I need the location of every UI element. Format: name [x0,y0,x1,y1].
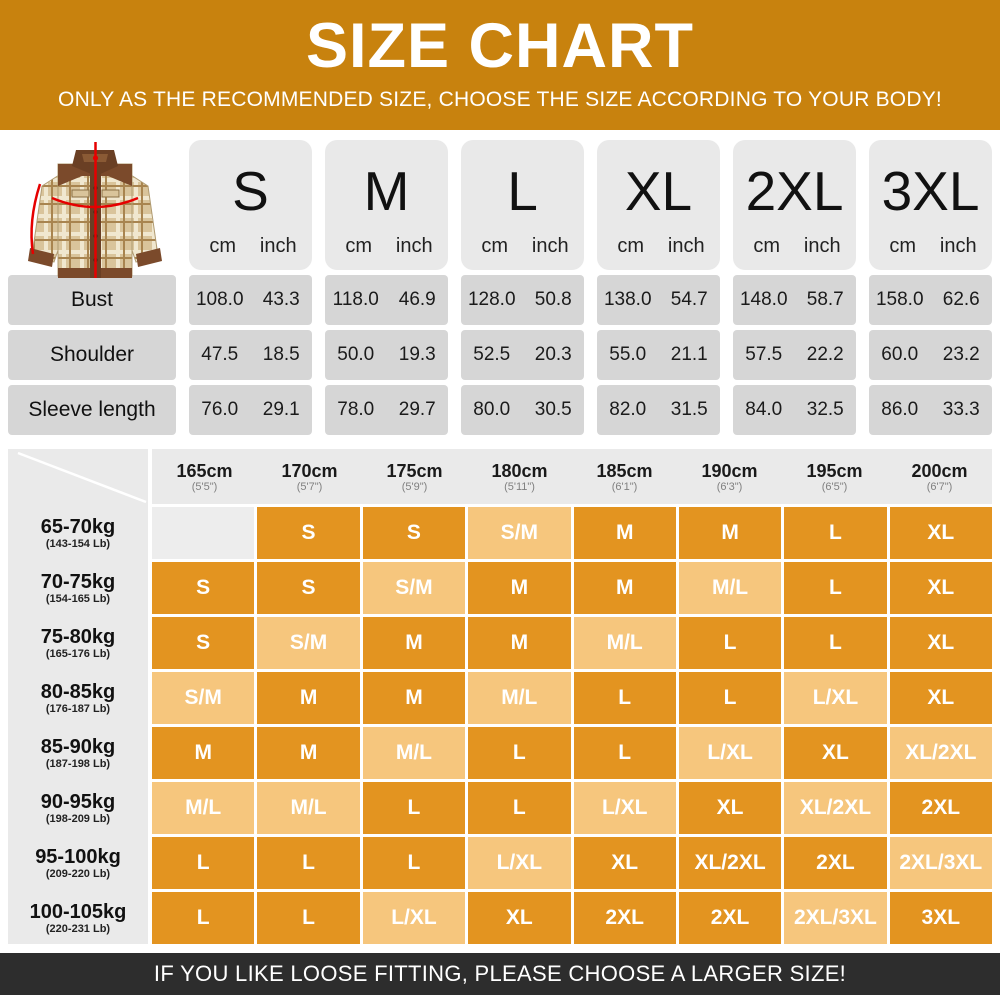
size-recommendation-cell: S/M [257,617,359,669]
size-label: XL [624,159,693,222]
weight-lb: (220-231 Lb) [45,923,111,935]
size-recommendation-cell: XL/2XL [784,782,886,834]
size-recommendation-cell: M [679,507,781,559]
weight-lb: (209-220 Lb) [45,868,111,880]
size-recommendation-cell: S/M [468,507,570,559]
height-ft: (5'9") [401,480,428,493]
size-recommendation-cell: L/XL [574,782,676,834]
matrix-grid [152,449,992,944]
height-cm: 195cm [806,460,863,481]
height-ft: (5'7") [296,480,323,493]
inch-value: 43.3 [262,289,300,310]
weight-lb: (154-165 Lb) [45,593,111,605]
measurement-value-cell [869,385,992,435]
inch-value: 30.5 [534,399,572,420]
measurement-value-cell [325,275,448,325]
height-column-header [467,449,572,504]
height-column-header [257,449,362,504]
inch-label: inch [803,235,841,257]
matrix-row [152,892,992,944]
size-recommendation-cell: L [363,782,465,834]
size-recommendation-cell: S/M [152,672,254,724]
size-recommendation-cell: XL [679,782,781,834]
unit-row [869,235,992,270]
weight-lb: (143-154 Lb) [45,538,111,550]
size-recommendation-cell: 2XL/3XL [890,837,992,889]
matrix-corner-cell [8,449,148,504]
inch-label: inch [939,235,977,257]
weight-row-header [8,617,148,669]
height-cm: 185cm [596,460,653,481]
inch-label: inch [667,235,705,257]
inch-value: 46.9 [398,289,436,310]
unit-row [325,235,448,270]
height-column-header [782,449,887,504]
size-table [8,140,992,435]
size-recommendation-cell: L [679,672,781,724]
unit-row [597,235,720,270]
measurement-value-cell [733,330,856,380]
size-column-header-S [189,140,312,270]
size-recommendation-cell [152,507,254,559]
size-recommendation-cell: L [152,837,254,889]
size-recommendation-cell: M [574,507,676,559]
weight-kg: 90-95kg [40,791,116,813]
measurement-value-cell [325,330,448,380]
cm-value: 57.5 [745,344,783,365]
size-recommendation-cell: S [152,617,254,669]
inch-value: 20.3 [534,344,572,365]
size-recommendation-cell: S/M [363,562,465,614]
banner-subtitle: ONLY AS THE RECOMMENDED SIZE, CHOOSE THE SIZE ACCORDING TO YOUR BODY! [58,88,942,111]
size-recommendation-cell: 2XL [890,782,992,834]
size-recommendation-cell: M/L [257,782,359,834]
inch-value: 32.5 [806,399,844,420]
size-recommendation-cell: L/XL [784,672,886,724]
unit-row [189,235,312,270]
size-label: S [232,159,269,222]
measurement-value-cell [325,385,448,435]
cm-value: 82.0 [609,399,647,420]
size-recommendation-cell: S [152,562,254,614]
height-cm: 200cm [911,460,968,481]
measurement-value-cell [189,330,312,380]
size-recommendation-cell: M/L [574,617,676,669]
height-ft: (6'3") [716,480,743,493]
unit-row [733,235,856,270]
measurement-value-cell [461,385,584,435]
matrix-row [152,727,992,779]
inch-value: 22.2 [806,344,844,365]
size-recommendation-cell: XL [890,672,992,724]
jacket-image [8,140,176,270]
cm-label: cm [617,235,645,257]
height-ft: (6'1") [611,480,638,493]
measurement-value-cell [461,275,584,325]
size-recommendation-cell: XL [574,837,676,889]
size-column-header-3XL [869,140,992,270]
weight-kg: 95-100kg [35,846,121,868]
height-column-header [887,449,992,504]
size-recommendation-cell: XL [890,507,992,559]
cm-value: 76.0 [201,399,239,420]
measurement-value-cell [461,330,584,380]
size-column-header-2XL [733,140,856,270]
size-recommendation-cell: M/L [152,782,254,834]
height-ft: (6'5") [821,480,848,493]
size-recommendation-cell: L [468,727,570,779]
cm-value: 47.5 [201,344,239,365]
size-recommendation-cell: L [784,617,886,669]
size-recommendation-cell: L/XL [679,727,781,779]
weight-kg: 70-75kg [40,571,116,593]
size-recommendation-cell: XL [784,727,886,779]
size-recommendation-cell: M/L [679,562,781,614]
inch-value: 33.3 [942,399,980,420]
height-column-header [677,449,782,504]
size-column-header-XL [597,140,720,270]
size-recommendation-cell: XL [468,892,570,944]
cm-value: 84.0 [745,399,783,420]
weight-lb: (176-187 Lb) [45,703,111,715]
measurement-value-cell [733,385,856,435]
weight-lb: (187-198 Lb) [45,758,111,770]
size-recommendation-cell: XL/2XL [890,727,992,779]
inch-value: 50.8 [534,289,572,310]
size-recommendation-cell: L/XL [468,837,570,889]
size-recommendation-cell: L [363,837,465,889]
size-recommendation-cell: L [679,617,781,669]
size-recommendation-cell: 2XL [574,892,676,944]
weight-lb: (198-209 Lb) [45,813,111,825]
weight-kg: 75-80kg [40,626,116,648]
size-recommendation-cell: M [574,562,676,614]
measurement-label: Shoulder [8,330,176,380]
matrix-header-row [152,449,992,504]
height-ft: (5'5") [191,480,218,493]
height-cm: 170cm [281,460,338,481]
inch-label: inch [395,235,433,257]
inch-value: 58.7 [806,289,844,310]
fit-matrix [8,449,992,944]
cm-label: cm [209,235,237,257]
matrix-row [152,837,992,889]
measurement-label: Sleeve length [8,385,176,435]
size-recommendation-cell: XL/2XL [679,837,781,889]
size-recommendation-cell: 2XL [679,892,781,944]
size-label: 3XL [881,159,980,222]
measurement-value-cell [869,275,992,325]
height-column-header [362,449,467,504]
unit-row [461,235,584,270]
cm-value: 50.0 [337,344,375,365]
weight-row-header [8,562,148,614]
measurement-value-cell [733,275,856,325]
weight-kg: 65-70kg [40,516,116,538]
size-recommendation-cell: S [363,507,465,559]
size-recommendation-cell: M [257,672,359,724]
measurement-value-cell [597,385,720,435]
size-recommendation-cell: L [257,892,359,944]
cm-value: 78.0 [337,399,375,420]
height-cm: 180cm [491,460,548,481]
measurement-value-cell [869,330,992,380]
size-recommendation-cell: L [784,507,886,559]
weight-row-header [8,782,148,834]
weight-row-header [8,727,148,779]
cm-value: 108.0 [195,289,244,310]
size-recommendation-cell: M [363,672,465,724]
inch-value: 18.5 [262,344,300,365]
size-recommendation-cell: XL [890,617,992,669]
inch-value: 62.6 [942,289,980,310]
size-label: 2XL [745,159,844,222]
cm-value: 118.0 [332,289,379,310]
matrix-row [152,672,992,724]
cm-value: 60.0 [881,344,919,365]
matrix-label-col [8,449,148,944]
cm-value: 80.0 [473,399,511,420]
size-recommendation-cell: 2XL [784,837,886,889]
inch-value: 29.7 [398,399,436,420]
size-recommendation-cell: L [152,892,254,944]
cm-label: cm [889,235,917,257]
matrix-row [152,782,992,834]
height-ft: (6'7") [926,480,953,493]
size-label: M [363,159,410,222]
cm-value: 158.0 [875,289,924,310]
size-recommendation-cell: L/XL [363,892,465,944]
inch-label: inch [531,235,569,257]
size-recommendation-cell: XL [890,562,992,614]
banner [0,0,1000,130]
page-title: SIZE CHART [306,11,694,81]
size-recommendation-cell: 2XL/3XL [784,892,886,944]
size-recommendation-cell: L [784,562,886,614]
cm-value: 55.0 [609,344,647,365]
height-column-header [152,449,257,504]
inch-value: 23.2 [942,344,980,365]
measurement-label: Bust [8,275,176,325]
size-recommendation-cell: M [257,727,359,779]
weight-row-header [8,892,148,944]
measurement-value-cell [189,275,312,325]
footer-bar [0,953,1000,995]
inch-value: 31.5 [670,399,708,420]
weight-kg: 100-105kg [29,901,127,923]
height-cm: 175cm [386,460,443,481]
size-label: L [507,159,538,222]
matrix-row [152,507,992,559]
diagonal-divider [8,449,148,504]
size-recommendation-cell: M [363,617,465,669]
size-column-header-L [461,140,584,270]
weight-kg: 80-85kg [40,681,116,703]
size-recommendation-cell: L [468,782,570,834]
cm-label: cm [345,235,373,257]
weight-lb: (165-176 Lb) [45,648,111,660]
inch-value: 21.1 [670,344,708,365]
height-ft: (5'11") [504,480,535,493]
size-recommendation-cell: L [257,837,359,889]
cm-value: 148.0 [739,289,788,310]
measurement-value-cell [189,385,312,435]
size-recommendation-cell: S [257,507,359,559]
cm-label: cm [753,235,781,257]
size-recommendation-cell: M/L [468,672,570,724]
cm-value: 52.5 [473,344,511,365]
cm-value: 128.0 [467,289,516,310]
size-recommendation-cell: M [468,562,570,614]
height-cm: 165cm [176,460,233,481]
measurement-value-cell [597,330,720,380]
cm-value: 138.0 [603,289,652,310]
size-recommendation-cell: L [574,727,676,779]
weight-row-header [8,507,148,559]
size-recommendation-cell: L [574,672,676,724]
size-recommendation-cell: M/L [363,727,465,779]
weight-row-header [8,672,148,724]
jacket-illustration [20,136,170,288]
cm-value: 86.0 [881,399,919,420]
measurement-value-cell [597,275,720,325]
height-column-header [572,449,677,504]
cm-label: cm [481,235,509,257]
weight-kg: 85-90kg [40,736,116,758]
inch-value: 54.7 [670,289,708,310]
height-cm: 190cm [701,460,758,481]
size-recommendation-cell: S [257,562,359,614]
matrix-row [152,617,992,669]
inch-label: inch [259,235,297,257]
weight-row-header [8,837,148,889]
inch-value: 29.1 [262,399,300,420]
size-recommendation-cell: 3XL [890,892,992,944]
size-recommendation-cell: M [152,727,254,779]
size-column-header-M [325,140,448,270]
matrix-row [152,562,992,614]
inch-value: 19.3 [398,344,436,365]
footer-note: IF YOU LIKE LOOSE FITTING, PLEASE CHOOSE A LARGER SIZE! [153,961,847,986]
size-recommendation-cell: M [468,617,570,669]
